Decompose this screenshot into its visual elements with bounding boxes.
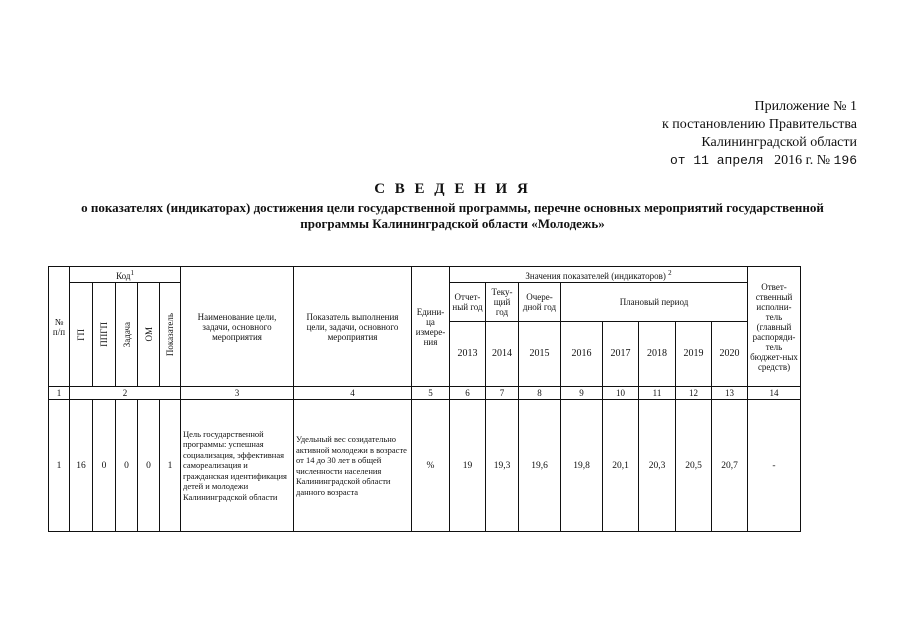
header-responsible: Ответ-ственный исполни-тель (главный распоряди-тель бюджет-ных средств) [748,267,801,387]
cell-code: 1 [160,400,181,532]
cell-responsible: - [748,400,801,532]
document-heading [0,180,905,232]
appendix-date: от 11 апреля [669,153,764,168]
cell-value: 20,5 [676,400,712,532]
header-code: Код$^1$ [70,267,181,283]
header-code-indicator: Показатель [160,283,181,387]
column-number: 14 [748,387,801,400]
cell-value: 20,7 [712,400,748,532]
header-year: 2013 [450,322,486,387]
column-number: 7 [486,387,519,400]
header-goal-name: Наименование цели, задачи, основного мероприятия [181,267,294,387]
cell-goal-name: Цель государственной программы: успешная социализация, эффективная самореализация и гражданская идентификация детей и молодежи Калининградской области [181,400,294,532]
header-year: 2018 [639,322,676,387]
header-report-year: Отчет-ный год [450,283,486,322]
cell-value: 19,6 [519,400,561,532]
cell-code: 0 [93,400,116,532]
header-year: 2019 [676,322,712,387]
table-row [49,400,801,532]
document-title: С В Е Д Е Н И Я [374,181,531,197]
header-code-ppgp: ППГП [93,283,116,387]
appendix-year: 2016 г. № [774,153,831,168]
cell-unit: % [412,400,450,532]
appendix-date-line [662,152,857,170]
cell-value: 19 [450,400,486,532]
cell-code: 0 [116,400,138,532]
cell-value: 20,1 [603,400,639,532]
cell-value: 19,8 [561,400,603,532]
column-number: 10 [603,387,639,400]
column-number: 11 [639,387,676,400]
cell-indicator: Удельный вес созидательно активной молодежи в возрасте от 14 до 30 лет в общей численности населения Калининградской области данного возраста [294,400,412,532]
header-year: 2014 [486,322,519,387]
cell-row-number: 1 [49,400,70,532]
header-code-task: Задача [116,283,138,387]
header-indicator: Показатель выполнения цели, задачи, основного мероприятия [294,267,412,387]
column-number: 5 [412,387,450,400]
header-year: 2016 [561,322,603,387]
column-number: 4 [294,387,412,400]
header-values: Значения показателей (индикаторов) $^2$ [450,267,748,283]
header-row-number: № п/п [49,267,70,387]
cell-code: 16 [70,400,93,532]
column-number: 6 [450,387,486,400]
column-number: 13 [712,387,748,400]
header-year: 2017 [603,322,639,387]
appendix-block [662,98,857,170]
header-code-om: ОМ [138,283,160,387]
header-unit: Едини-ца измере-ния [412,267,450,387]
indicators-table [48,266,801,532]
appendix-line-2: к постановлению Правительства [661,117,857,132]
cell-value: 19,3 [486,400,519,532]
column-number: 3 [181,387,294,400]
cell-value: 20,3 [639,400,676,532]
header-year: 2015 [519,322,561,387]
appendix-line-3: Калининградской области [701,135,857,150]
cell-code: 0 [138,400,160,532]
header-planned-period: Плановый период [561,283,748,322]
header-next-year: Очере-дной год [519,283,561,322]
column-number: 12 [676,387,712,400]
header-current-year: Теку-щий год [486,283,519,322]
column-number: 2 [70,387,181,400]
header-year: 2020 [712,322,748,387]
appendix-number: 196 [833,153,857,168]
header-code-gp: ГП [70,283,93,387]
column-number: 8 [519,387,561,400]
column-number: 1 [49,387,70,400]
column-number: 9 [561,387,603,400]
appendix-line-1: Приложение № 1 [754,99,857,114]
document-subtitle: о показателях (индикаторах) достижения цели государственной программы, перечне основных мероприятий государственной программы Калининградской области «Молодежь» [81,200,824,231]
